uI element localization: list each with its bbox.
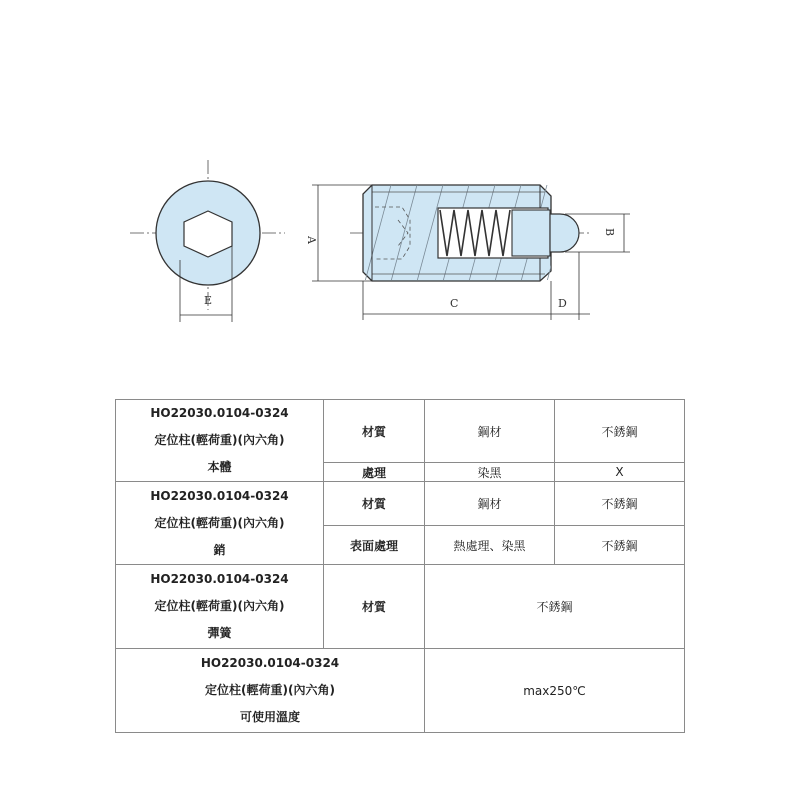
part-name: 定位柱(輕荷重)(內六角) — [154, 599, 285, 613]
part-cell — [116, 565, 324, 649]
dim-label-d: D — [558, 297, 567, 310]
attr-label: 處理 — [324, 463, 425, 482]
part-component: 本體 — [207, 460, 232, 474]
plunger-pin — [512, 210, 550, 256]
spec-table — [115, 399, 685, 733]
part-number: HO22030.0104-0324 — [150, 572, 289, 586]
part-name: 定位柱(輕荷重)(內六角) — [154, 433, 285, 447]
part-number: HO22030.0104-0324 — [150, 406, 289, 420]
attr-value: 鋼材 — [425, 400, 555, 463]
attr-value: 不銹鋼 — [555, 400, 685, 463]
plunger-tip — [550, 214, 579, 252]
attr-value: 染黑 — [425, 463, 555, 482]
technical-drawing — [0, 0, 800, 380]
attr-value: 不銹鋼 — [555, 526, 685, 565]
part-component: 可使用溫度 — [239, 710, 300, 724]
attr-value: X — [555, 463, 685, 482]
attr-value: 不銹鋼 — [555, 482, 685, 526]
attr-value: 鋼材 — [425, 482, 555, 526]
dim-label-a: A — [305, 236, 318, 244]
side-view — [350, 170, 592, 300]
dim-label-e: E — [204, 294, 213, 307]
part-name: 定位柱(輕荷重)(內六角) — [154, 515, 285, 530]
dim-label-c: C — [450, 297, 459, 310]
part-component: 銷 — [213, 542, 226, 557]
part-cell — [116, 400, 324, 482]
temperature-value: max250℃ — [425, 649, 685, 733]
part-number: HO22030.0104-0324 — [200, 656, 340, 670]
part-name: 定位柱(輕荷重)(內六角) — [205, 683, 335, 697]
end-view — [130, 160, 285, 322]
part-cell — [116, 649, 425, 733]
part-cell — [116, 482, 324, 565]
attr-label: 材質 — [324, 400, 425, 463]
attr-label: 材質 — [324, 565, 425, 649]
attr-value: 熱處理、染黑 — [425, 526, 555, 565]
part-component: 彈簧 — [207, 626, 232, 640]
part-number: HO22030.0104-0324 — [150, 488, 289, 503]
dim-label-b: B — [603, 228, 616, 237]
attr-label: 材質 — [324, 482, 425, 526]
attr-label: 表面處理 — [324, 526, 425, 565]
attr-value: 不銹鋼 — [425, 565, 685, 649]
